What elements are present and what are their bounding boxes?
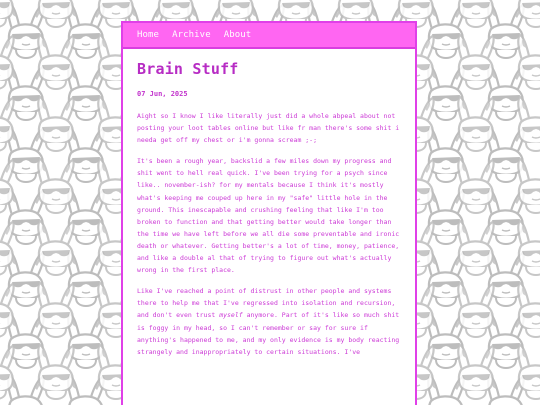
paragraph-emphasis: myself	[219, 311, 243, 320]
paragraph-text: anymore. Part of it's like so much shit is foggy in my head, so I can't remember or say for sure if anything's happened to me, and my only evidence is my body reacting strangely and inappropriately to certain situations. I've	[137, 311, 400, 356]
paragraph-text: Like I've reached a point of distrust in other people and systems there to help me that I've regressed into isolation and recursion, and don't even trust	[137, 287, 396, 320]
nav-about-link[interactable]: About	[223, 30, 252, 40]
post-paragraph: It's been a rough year, backslid a few miles down my progress and shit went to hell real quick. I've been trying for a psych since like.. november-ish? for my mentals because I think it's mostly what's keeping me couped up here in my "safe" little hole in the ground. This inescapable and crushing feeling that like I'm too broken to function and that getting better would take longer than the time we have left before we all die some preventable and ironic death or whatever. Getting better's a lot of time, money, patience, and like a double al that of trying to figure out what's actually wrong in the first place.	[137, 157, 400, 275]
post-title: Brain Stuff	[137, 60, 239, 78]
post-content	[123, 49, 415, 358]
post-paragraph	[137, 285, 401, 358]
nav-archive-link[interactable]: Archive	[172, 30, 211, 40]
nav-home-link[interactable]: Home	[137, 30, 160, 40]
post-date: 07 Jun, 2025	[137, 90, 188, 98]
post-paragraph: Aight so I know I like literally just did a whole abpeal about not posting your loot tables online but like fr man there's some shit i needa get off my chest or i'm gonna scream ;-;	[137, 112, 400, 145]
blog-page	[121, 21, 417, 405]
top-navbar	[123, 23, 415, 49]
